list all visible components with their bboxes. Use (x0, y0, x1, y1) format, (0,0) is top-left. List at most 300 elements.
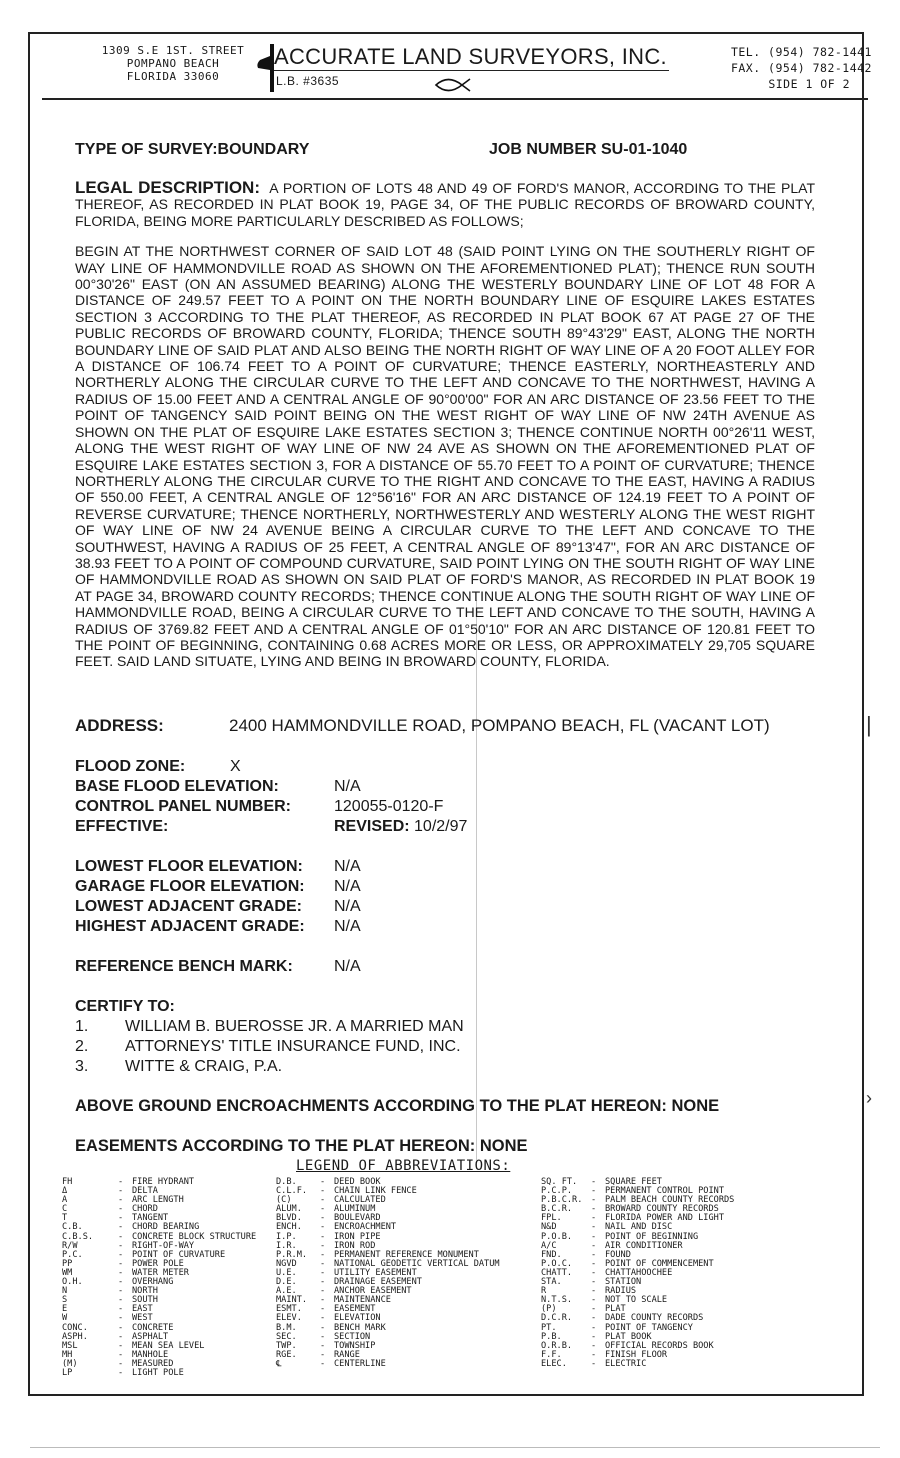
fish-icon (432, 76, 472, 94)
legend-column-3 (541, 1178, 791, 1369)
legend-abbreviation: RGE. (276, 1349, 297, 1360)
legend-dash: - (118, 1349, 124, 1360)
legend-meaning: SECTION (334, 1331, 371, 1342)
legend-abbreviation: PT. (541, 1322, 557, 1333)
legend-abbreviation: E (62, 1304, 68, 1315)
legend-meaning: RANGE (334, 1349, 360, 1360)
legend-dash: - (591, 1267, 597, 1278)
legend-dash: - (591, 1304, 597, 1315)
address-line: POMPANO BEACH (126, 57, 220, 70)
certify-label: CERTIFY TO: (75, 998, 175, 1015)
legend-abbreviation: MAINT. (276, 1295, 308, 1306)
legend-meaning: NAIL AND DISC (605, 1222, 673, 1233)
legend-meaning: NORTH (132, 1286, 158, 1297)
legend-item (276, 1296, 536, 1305)
scan-artifact-mark: › (866, 1088, 872, 1108)
legend-dash: - (118, 1304, 124, 1315)
legend-dash: - (118, 1231, 124, 1242)
legend-abbreviation: A/C (541, 1240, 557, 1251)
legend-item (276, 1324, 536, 1333)
legend-dash: - (118, 1195, 124, 1206)
legend-abbreviation: D.E. (276, 1277, 297, 1288)
legend-dash: - (320, 1231, 326, 1242)
legend-dash: - (320, 1258, 326, 1269)
legend-dash: - (591, 1340, 597, 1351)
legend-meaning: CHATTAHOOCHEE (605, 1267, 673, 1278)
legend-meaning: PERMANENT CONTROL POINT (605, 1186, 724, 1197)
legend-abbreviation: ENCH. (276, 1222, 302, 1233)
legend-meaning: NOT TO SCALE (605, 1295, 668, 1306)
legend-item (276, 1205, 536, 1214)
elevation-info (75, 857, 815, 977)
legend-item (276, 1333, 536, 1342)
legend-item (276, 1214, 536, 1223)
legend-meaning: RIGHT-OF-WAY (132, 1240, 195, 1251)
legend-abbreviation: C.L.F. (276, 1186, 308, 1197)
legend-item (62, 1369, 292, 1378)
control-panel-value: 120055-0120-F (334, 798, 444, 815)
legend-meaning: ELEVATION (334, 1313, 381, 1324)
legal-body-paragraph: BEGIN AT THE NORTHWEST CORNER OF SAID LOT 48 (SAID POINT LYING ON THE SOUTHERLY RIGHT OF WAY LINE OF HAMMONDVILLE ROAD AS SHOWN ON THE AFOREMENTIONED PLAT); THENCE RUN SOUTH 00°30'26" EAST (ON AN ASSUMED BEARING) ALONG THE WESTERLY BOUNDARY LINE OF LOT 48 FOR A DISTANCE OF 249.57 FEET TO A POINT ON THE NORTH BOUNDARY LINE OF ESQUIRE LAKES ESTATES SECTION 3 ACCORDING TO THE PLAT THEREOF, AS RECORDED IN PLAT BOOK 67 AT PAGE 27 OF THE PUBLIC RECORDS OF BROWARD COUNTY, FLORIDA; THENCE SOUTH 89°43'29" EAST, ALONG THE NORTH BOUNDARY LINE OF SAID PLAT AND ALSO BEING THE NORTH RIGHT OF WAY LINE OF A 20 FOOT ALLEY FOR A DISTANCE OF 106.74 FEET TO A POINT OF CURVATURE; THENCE EASTERLY, NORTHEASTERLY AND NORTHERLY ALONG THE CIRCULAR CURVE TO THE LEFT AND CONCAVE TO THE NORTHWEST, HAVING A RADIUS OF 15.00 FEET AND A CENTRAL ANGLE OF 90°00'00" FOR AN ARC DISTANCE OF 23.56 FEET TO THE POINT OF TANGENCY SAID POINT BEING ON THE WEST RIGHT OF WAY LINE OF NW 24TH AVENUE AS SHOWN ON THE PLAT OF ESQUIRE LAKE ESTATES SECTION 3; THENCE CONTINUE NORTH 00°26'11 WEST, ALONG THE WEST RIGHT OF WAY LINE OF NW 24 AVE AS SHOWN ON THE AFOREMENTIONED PLAT OF ESQUIRE LAKE ESTATES SECTION 3, FOR A DISTANCE OF 55.70 FEET TO A POINT OF CURVATURE; THENCE NORTHERLY ALONG THE CIRCULAR CURVE TO THE RIGHT AND CONCAVE TO THE EAST, HAVING A RADIUS OF 550.00 FEET, A CENTRAL ANGLE OF 12°56'16" FOR AN ARC DISTANCE OF 124.19 FEET TO A POINT OF REVERSE CURVATURE; THENCE NORTHERLY, NORTHWESTERLY AND WESTERLY ALONG THE WEST RIGHT OF WAY LINE OF NW 24 AVENUE BEING A CIRCULAR CURVE TO THE LEFT AND CONCAVE TO THE SOUTHWEST, HAVING A RADIUS OF 25 FEET, A CENTRAL ANGLE OF 89°13'47", FOR AN ARC DISTANCE OF 38.93 FEET TO A POINT OF COMPOUND CURVATURE, SAID POINT LYING ON THE SOUTH RIGHT OF WAY LINE OF HAMMONDVILLE ROAD AS SHOWN ON SAID PLAT OF FORD'S MANOR, AS RECORDED IN PLAT BOOK 19 AT PAGE 34, BROWARD COUNTY RECORDS; THENCE CONTINUE ALONG THE SOUTH RIGHT OF WAY LINE OF HAMMONDVILLE ROAD, BEING A CIRCULAR CURVE TO THE LEFT AND CONCAVE TO THE SOUTH, HAVING A RADIUS OF 3769.82 FEET AND A CENTRAL ANGLE OF 01°50'10" FOR AN ARC DISTANCE OF 120.81 FEET TO THE POINT OF BEGINNING, CONTAINING 0.68 ACRES MORE OR LESS, OR APPROXIMATELY 29,705 SQUARE FEET. SAID LAND SITUATE, LYING AND BEING IN BROWARD COUNTY, FLORIDA. (75, 243, 815, 670)
legend-meaning: MEAN SEA LEVEL (132, 1340, 205, 1351)
legend-dash: - (320, 1240, 326, 1251)
legend-meaning: DELTA (132, 1186, 158, 1197)
legal-intro-text: A PORTION OF LOTS 48 AND 49 OF FORD'S MANOR, ACCORDING TO THE PLAT THEREOF, AS RECORDED IN PLAT BOOK 19, PAGE 34, OF THE PUBLIC RECORDS OF BROWARD COUNTY, FLORIDA, BEING MORE PARTICULARLY DESCRIBED AS FOLLOWS; (75, 180, 815, 229)
legend-title: LEGEND OF ABBREVIATIONS: (296, 1158, 511, 1174)
fax: FAX. (954) 782-1442 (730, 61, 872, 75)
effective-row (75, 817, 815, 837)
garage-floor-label: GARAGE FLOOR ELEVATION: (75, 878, 305, 895)
legend-dash: - (320, 1358, 326, 1369)
legend-meaning: TANGENT (132, 1213, 169, 1224)
telephone: TEL. (954) 782-1441 (730, 45, 872, 59)
legend-abbreviation: WM (62, 1267, 73, 1278)
legend-dash: - (320, 1267, 326, 1278)
certify-item-name: WILLIAM B. BUEROSSE JR. A MARRIED MAN (125, 1018, 464, 1035)
legend-abbreviation: P.R.M. (276, 1249, 308, 1260)
legal-intro-paragraph (75, 180, 815, 229)
flood-zone-label: FLOOD ZONE: (75, 758, 186, 775)
legend-abbreviation: (P) (541, 1304, 557, 1315)
legend-dash: - (320, 1177, 326, 1187)
legend-item (62, 1314, 292, 1323)
legend-meaning: POINT OF BEGINNING (605, 1231, 699, 1242)
legend-abbreviation: P.B.C.R. (541, 1195, 583, 1206)
legend-item (276, 1314, 536, 1323)
legend-meaning: BENCH MARK (334, 1322, 386, 1333)
legal-description-label: LEGAL DESCRIPTION: (75, 178, 260, 197)
legend-dash: - (118, 1313, 124, 1324)
highest-grade-row (75, 917, 815, 937)
legal-description (75, 180, 815, 684)
legend-item (62, 1351, 292, 1360)
legend-abbreviation: ℄ (276, 1358, 282, 1369)
legend-dash: - (320, 1313, 326, 1324)
legend-dash: - (320, 1349, 326, 1360)
legend-column-2 (276, 1178, 536, 1369)
legend-item (276, 1223, 536, 1232)
legend-dash: - (591, 1331, 597, 1342)
legend-dash: - (591, 1322, 597, 1333)
certify-list (75, 1017, 815, 1077)
legend-meaning: IRON ROD (334, 1240, 376, 1251)
legend-dash: - (591, 1222, 597, 1233)
legend-abbreviation: FH (62, 1177, 73, 1187)
legend-meaning: CONCRETE (132, 1322, 174, 1333)
legend-abbreviation: (C) (276, 1195, 292, 1206)
legend-meaning: EAST (132, 1304, 153, 1315)
legend-item (541, 1278, 791, 1287)
legend-meaning: STATION (605, 1277, 642, 1288)
certify-item-number: 3. (75, 1058, 89, 1075)
legend-abbreviation: D.B. (276, 1177, 297, 1187)
legend-abbreviation: CONC. (62, 1322, 88, 1333)
legend-meaning: BOULEVARD (334, 1213, 381, 1224)
flood-zone-value: X (230, 758, 241, 775)
bench-mark-label: REFERENCE BENCH MARK: (75, 958, 293, 975)
legend-item (62, 1305, 292, 1314)
legend-dash: - (320, 1222, 326, 1233)
legend-meaning: SQUARE FEET (605, 1177, 662, 1187)
legend-meaning: MANHOLE (132, 1349, 169, 1360)
base-flood-elevation-row (75, 777, 815, 797)
legend-dash: - (118, 1367, 124, 1378)
legend-meaning: UTILITY EASEMENT (334, 1267, 417, 1278)
sheet-number: SIDE 1 OF 2 (768, 77, 850, 91)
company-address (78, 44, 268, 83)
legend-item (62, 1205, 292, 1214)
legend-meaning: ASPHALT (132, 1331, 169, 1342)
flood-zone-row (75, 757, 815, 777)
legend-abbreviation: P.B. (541, 1331, 562, 1342)
logo-mark-icon (254, 42, 276, 94)
legend-abbreviation: STA. (541, 1277, 562, 1288)
legend-item (541, 1242, 791, 1251)
legend-dash: - (320, 1304, 326, 1315)
legend-dash: - (591, 1277, 597, 1288)
legend-item (541, 1296, 791, 1305)
legend-abbreviation: T (62, 1213, 68, 1224)
legend-abbreviation: BLVD. (276, 1213, 302, 1224)
legend-dash: - (118, 1322, 124, 1333)
legend-meaning: POINT OF CURVATURE (132, 1249, 226, 1260)
legend-item (541, 1351, 791, 1360)
legend-dash: - (591, 1213, 597, 1224)
certify-item-name: WITTE & CRAIG, P.A. (125, 1058, 283, 1075)
legend-item (276, 1233, 536, 1242)
flood-info (75, 757, 815, 837)
legend-meaning: CENTERLINE (334, 1358, 386, 1369)
legend-dash: - (118, 1267, 124, 1278)
legend-abbreviation: LP (62, 1367, 73, 1378)
legend-abbreviation: I.R. (276, 1240, 297, 1251)
lowest-floor-row (75, 857, 815, 877)
legend-dash: - (591, 1358, 597, 1369)
address-label: ADDRESS: (75, 716, 164, 735)
legend-meaning: BROWARD COUNTY RECORDS (605, 1204, 719, 1215)
legend-meaning: TOWNSHIP (334, 1340, 376, 1351)
legend-abbreviation: ESMT. (276, 1304, 302, 1315)
revised-label: REVISED: (334, 818, 410, 835)
garage-floor-row (75, 877, 815, 897)
address-line: 1309 S.E 1ST. STREET (101, 44, 245, 57)
legend-dash: - (118, 1340, 124, 1351)
legend-meaning: ENCROACHMENT (334, 1222, 397, 1233)
legend-meaning: PLAT (605, 1304, 626, 1315)
legend-dash: - (320, 1286, 326, 1297)
legend-abbreviation: TWP. (276, 1340, 297, 1351)
legend-dash: - (118, 1240, 124, 1251)
legend-meaning: POINT OF COMMENCEMENT (605, 1258, 714, 1269)
legend-meaning: DADE COUNTY RECORDS (605, 1313, 704, 1324)
legend-meaning: EASEMENT (334, 1304, 376, 1315)
legend-item (541, 1269, 791, 1278)
legend-abbreviation: PP (62, 1258, 73, 1269)
legend-dash: - (591, 1249, 597, 1260)
bfe-label: BASE FLOOD ELEVATION: (75, 778, 279, 795)
legend-abbreviation: B.M. (276, 1322, 297, 1333)
lowest-floor-label: LOWEST FLOOR ELEVATION: (75, 858, 303, 875)
legend-dash: - (591, 1177, 597, 1187)
legend-dash: - (320, 1295, 326, 1306)
scan-artifact-mark: | (866, 712, 872, 737)
certify-to (75, 997, 815, 1077)
legend-dash: - (118, 1331, 124, 1342)
legend-meaning: FLORIDA POWER AND LIGHT (605, 1213, 724, 1224)
legend-abbreviation: B.C.R. (541, 1204, 573, 1215)
legend-abbreviation: P.C.P. (541, 1186, 573, 1197)
legend-dash: - (320, 1213, 326, 1224)
legend-column-1 (62, 1178, 292, 1378)
legend-meaning: ANCHOR EASEMENT (334, 1286, 412, 1297)
legend-meaning: CHORD BEARING (132, 1222, 200, 1233)
bfe-value: N/A (334, 778, 361, 795)
company-contact (692, 44, 872, 92)
legend-dash: - (118, 1204, 124, 1215)
legend-meaning: CHORD (132, 1204, 158, 1215)
legend-meaning: PERMANENT REFERENCE MONUMENT (334, 1249, 479, 1260)
legend-meaning: MAINTENANCE (334, 1295, 391, 1306)
legend-meaning: IRON PIPE (334, 1231, 381, 1242)
legend-meaning: PLAT BOOK (605, 1331, 652, 1342)
legend-item (541, 1324, 791, 1333)
survey-type: TYPE OF SURVEY:BOUNDARY (75, 141, 310, 158)
legend-meaning: DEED BOOK (334, 1177, 381, 1187)
legend-dash: - (118, 1177, 124, 1187)
legend-abbreviation: P.C. (62, 1249, 83, 1260)
legend-abbreviation: A (62, 1195, 68, 1206)
legend-meaning: AIR CONDITIONER (605, 1240, 683, 1251)
legend-item (62, 1178, 292, 1187)
certify-item (75, 1017, 815, 1037)
legend-abbreviation: MH (62, 1349, 73, 1360)
legend-item (276, 1342, 536, 1351)
lowest-grade-value: N/A (334, 898, 361, 915)
legend-dash: - (118, 1358, 124, 1369)
legend-abbreviation: MSL (62, 1340, 78, 1351)
legend-item (541, 1360, 791, 1369)
legend-meaning: ARC LENGTH (132, 1195, 184, 1206)
legend-abbreviation: ELEC. (541, 1358, 567, 1369)
legend-meaning: ELECTRIC (605, 1358, 647, 1369)
legend-meaning: OFFICIAL RECORDS BOOK (605, 1340, 714, 1351)
legend-abbreviation: N&D (541, 1222, 557, 1233)
legend-abbreviation: ELEV. (276, 1313, 302, 1324)
legend-item (276, 1351, 536, 1360)
legend-item (62, 1269, 292, 1278)
legend-item (276, 1187, 536, 1196)
legend-item (62, 1196, 292, 1205)
legend-item (62, 1278, 292, 1287)
garage-floor-value: N/A (334, 878, 361, 895)
legend-meaning: POWER POLE (132, 1258, 184, 1269)
property-address (75, 716, 770, 736)
company-underline (274, 70, 669, 71)
legend-dash: - (118, 1295, 124, 1306)
legend-abbreviation: CHATT. (541, 1267, 573, 1278)
legend-abbreviation: P.O.B. (541, 1231, 573, 1242)
highest-grade-value: N/A (334, 918, 361, 935)
legend-dash: - (118, 1258, 124, 1269)
legend-dash: - (320, 1340, 326, 1351)
bench-mark-row (75, 957, 815, 977)
legend-meaning: FIRE HYDRANT (132, 1177, 195, 1187)
revised (334, 817, 467, 837)
legend-meaning: DRAINAGE EASEMENT (334, 1277, 422, 1288)
legend-dash: - (320, 1331, 326, 1342)
legend-dash: - (320, 1322, 326, 1333)
legend-abbreviation: D.C.R. (541, 1313, 573, 1324)
legend-abbreviation: F.F. (541, 1349, 562, 1360)
highest-grade-label: HIGHEST ADJACENT GRADE: (75, 918, 305, 935)
lowest-grade-label: LOWEST ADJACENT GRADE: (75, 898, 302, 915)
legend-dash: - (320, 1249, 326, 1260)
address-value: 2400 HAMMONDVILLE ROAD, POMPANO BEACH, FL (VACANT LOT) (229, 716, 770, 735)
legend-dash: - (591, 1349, 597, 1360)
legend-dash: - (320, 1195, 326, 1206)
legend-abbreviation: Δ (62, 1186, 68, 1197)
legend-dash: - (591, 1240, 597, 1251)
legend-meaning: CHAIN LINK FENCE (334, 1186, 417, 1197)
legend-abbreviation: P.O.C. (541, 1258, 573, 1269)
legend-abbreviation: SEC. (276, 1331, 297, 1342)
legend-abbreviation: C.B. (62, 1222, 83, 1233)
legend-item (62, 1287, 292, 1296)
legend-dash: - (118, 1186, 124, 1197)
legend-abbreviation: SQ. FT. (541, 1177, 578, 1187)
legend-meaning: WATER METER (132, 1267, 189, 1278)
legend-abbreviation: C (62, 1204, 68, 1215)
survey-info-row (75, 141, 815, 159)
revised-value: 10/2/97 (414, 818, 468, 835)
lowest-grade-row (75, 897, 815, 917)
legend-dash: - (118, 1286, 124, 1297)
legend-dash: - (118, 1277, 124, 1288)
legend-dash: - (320, 1186, 326, 1197)
scan-bottom-line (30, 1447, 880, 1448)
legend-abbreviation: O.R.B. (541, 1340, 573, 1351)
legend-abbreviation: O.H. (62, 1277, 83, 1288)
lowest-floor-value: N/A (334, 858, 361, 875)
certify-item-number: 1. (75, 1018, 89, 1035)
legend-dash: - (118, 1222, 124, 1233)
legend-item (276, 1305, 536, 1314)
legend-abbreviation: C.B.S. (62, 1231, 94, 1242)
legend-dash: - (591, 1295, 597, 1306)
legend-meaning: NATIONAL GEODETIC VERTICAL DATUM (334, 1258, 500, 1269)
legend-dash: - (591, 1231, 597, 1242)
legend-meaning: PALM BEACH COUNTY RECORDS (605, 1195, 735, 1206)
legend-abbreviation: ASPH. (62, 1331, 88, 1342)
legend-abbreviation: I.P. (276, 1231, 297, 1242)
legend-meaning: MEASURED (132, 1358, 174, 1369)
bench-mark-value: N/A (334, 958, 361, 975)
legend-item (62, 1324, 292, 1333)
job-number: JOB NUMBER SU-01-1040 (489, 141, 688, 158)
legend-meaning: OVERHANG (132, 1277, 174, 1288)
legend-dash: - (591, 1258, 597, 1269)
company-name: ACCURATE LAND SURVEYORS, INC. (274, 44, 667, 69)
legend-meaning: FOUND (605, 1249, 631, 1260)
legend-abbreviation: A.E. (276, 1286, 297, 1297)
legend-item (62, 1296, 292, 1305)
legend-abbreviation: S (62, 1295, 68, 1306)
encroachments-statement: ABOVE GROUND ENCROACHMENTS ACCORDING TO THE PLAT HEREON: NONE (75, 1097, 720, 1115)
legend-abbreviation: N.T.S. (541, 1295, 573, 1306)
legend-dash: - (320, 1277, 326, 1288)
legend-dash: - (591, 1313, 597, 1324)
legend-meaning: SOUTH (132, 1295, 158, 1306)
legend-meaning: WEST (132, 1313, 153, 1324)
legend-item (276, 1196, 536, 1205)
legend-abbreviation: W (62, 1313, 68, 1324)
legend-item (276, 1360, 536, 1369)
legend-abbreviation: (M) (62, 1358, 78, 1369)
title-block (42, 36, 872, 100)
legend-abbreviation: NGVD (276, 1258, 297, 1269)
legend-dash: - (591, 1195, 597, 1206)
legend-abbreviation: R (541, 1286, 547, 1297)
legend-dash: - (591, 1186, 597, 1197)
legend-dash: - (320, 1204, 326, 1215)
legend-abbreviation: U.E. (276, 1267, 297, 1278)
license-number: L.B. #3635 (276, 74, 340, 88)
easements-statement: EASEMENTS ACCORDING TO THE PLAT HEREON: NONE (75, 1137, 528, 1155)
legend-meaning: FINISH FLOOR (605, 1349, 668, 1360)
legend-abbreviation: ALUM. (276, 1204, 302, 1215)
certify-item-number: 2. (75, 1038, 89, 1055)
legend-meaning: LIGHT POLE (132, 1367, 184, 1378)
legend-abbreviation: FND. (541, 1249, 562, 1260)
legend-meaning: ALUMINUM (334, 1204, 376, 1215)
legend-abbreviation: N (62, 1286, 68, 1297)
control-panel-label: CONTROL PANEL NUMBER: (75, 798, 291, 815)
legend-meaning: RADIUS (605, 1286, 637, 1297)
certify-item (75, 1037, 815, 1057)
control-panel-row (75, 797, 815, 817)
legend-meaning: CONCRETE BLOCK STRUCTURE (132, 1231, 257, 1242)
legend-dash: - (118, 1213, 124, 1224)
effective-label: EFFECTIVE: (75, 818, 169, 835)
legend-item (276, 1287, 536, 1296)
legend-abbreviation: FPL. (541, 1213, 562, 1224)
legend-dash: - (591, 1286, 597, 1297)
address-line: FLORIDA 33060 (126, 70, 220, 83)
legend-item (62, 1342, 292, 1351)
legend-meaning: POINT OF TANGENCY (605, 1322, 693, 1333)
legend-dash: - (591, 1204, 597, 1215)
certify-item-name: ATTORNEYS' TITLE INSURANCE FUND, INC. (125, 1038, 461, 1055)
